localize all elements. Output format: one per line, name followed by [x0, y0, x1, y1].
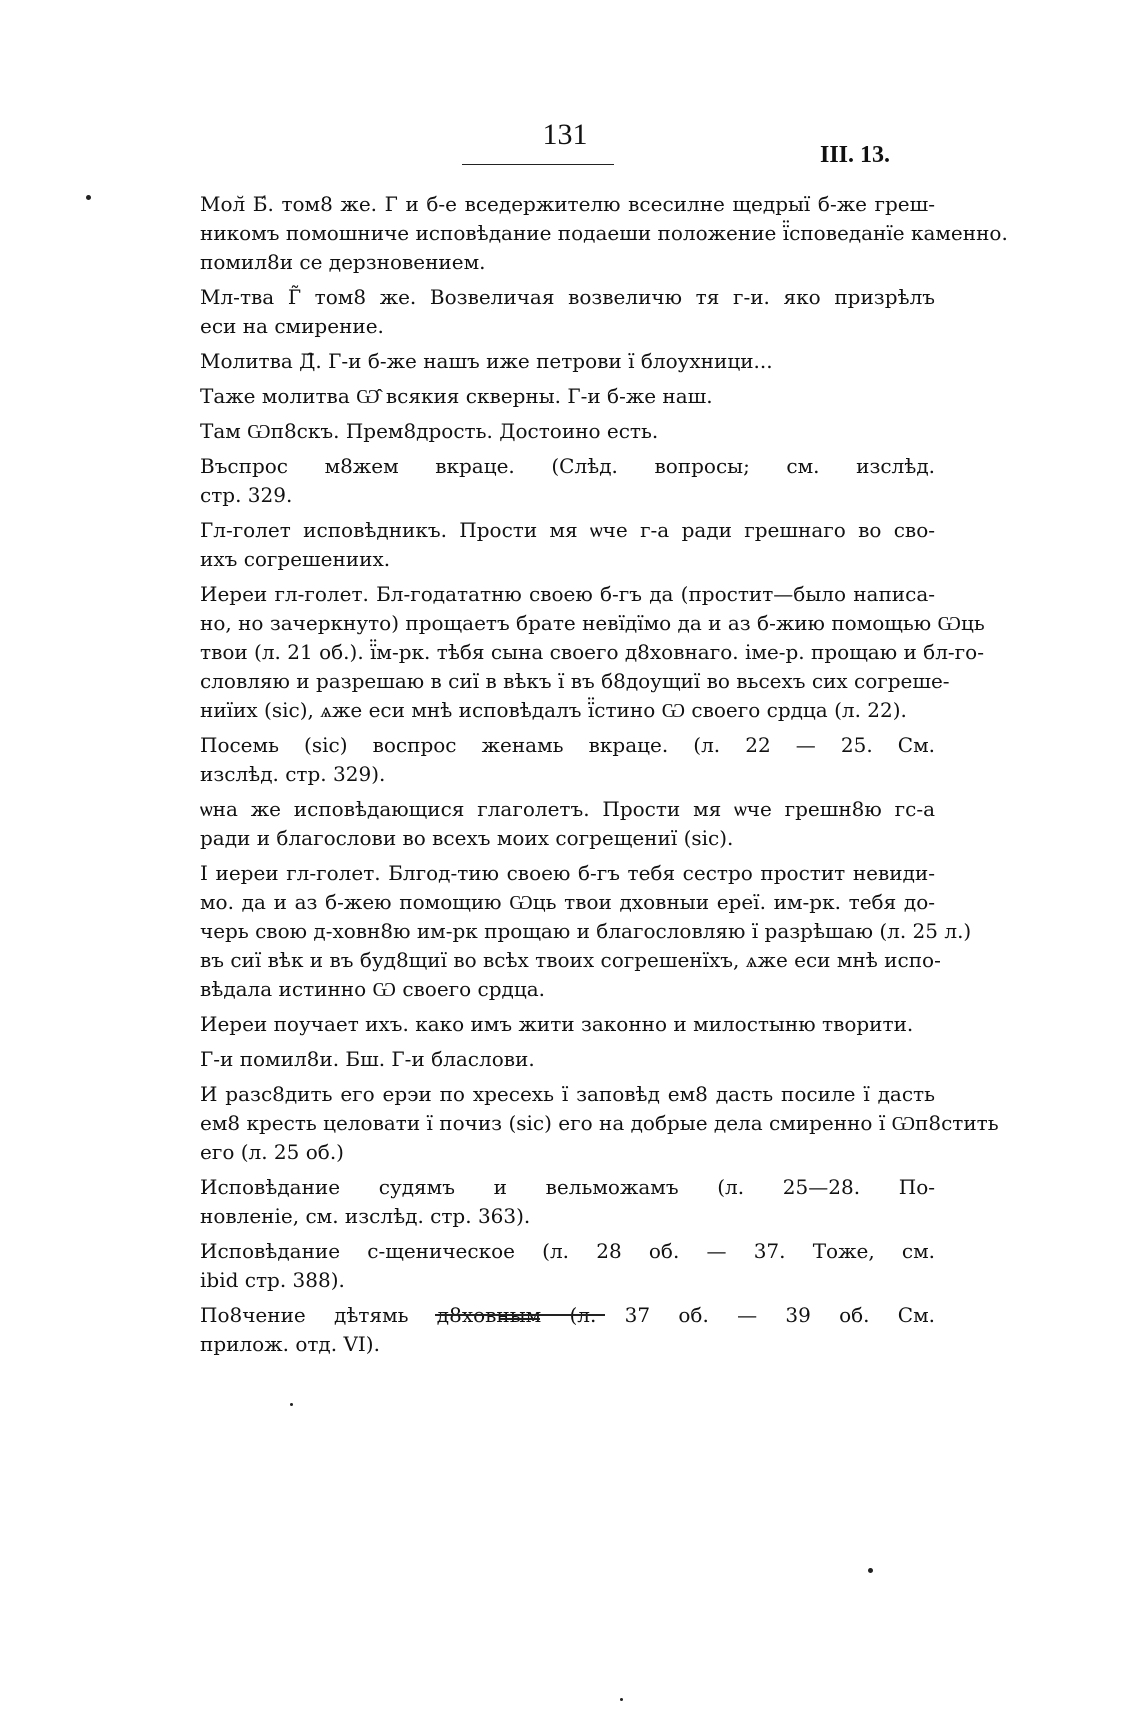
- text-line: Гл-голет исповѣдникъ. Прости мя ѡче г-а ради грешнаго во сво-: [200, 518, 935, 542]
- page-number-rule: [462, 164, 614, 165]
- text-line: въ сиї вѣк и въ буд8щиї во всѣх твоих согрешенїхъ, ѧже еси мнѣ испо-: [200, 948, 941, 972]
- text-line: твои (л. 21 об.). ї̈м-рк. тѣбя сына своего д8ховнаго. іме-р. прощаю и бл-го-: [200, 640, 984, 664]
- speck: [290, 1403, 293, 1406]
- text-line: И разс8дить его ерэи по хресехь ї заповѣд ем8 дасть посиле ї дасть: [200, 1082, 935, 1106]
- text-line: Г-и помил8и. Бш. Г-и бласлови.: [200, 1047, 535, 1071]
- text-line: словляю и разрешаю в сиї в вѣкъ ї въ б8доущиї во вьсехъ сих согреше-: [200, 669, 950, 693]
- paragraph-priest-absolution-woman: [200, 859, 972, 1004]
- text-line: мо. да и аз б-жею помощию Ѡць твои дховныи ереї. им-рк. тебя до-: [200, 890, 935, 914]
- paragraph-judges: [200, 1173, 935, 1231]
- paragraph-questions-men: [200, 452, 935, 510]
- end-rule: [435, 1314, 605, 1316]
- paragraph-woman-speaks: [200, 795, 935, 853]
- paragraph-kyrie: [200, 1045, 935, 1074]
- paragraph-priest-teaches: [200, 1010, 935, 1039]
- text-line: изслѣд. стр. 329).: [200, 762, 386, 786]
- text-line: помил8и се дерзновением.: [200, 250, 486, 274]
- text-line: ibid стр. 388).: [200, 1268, 345, 1292]
- text-line: Мол̆ Б́. том8 же. Г и б-е вседержителю всесилне щедрыї б-же греш-: [200, 192, 935, 216]
- text-line: І иереи гл-голет. Блгод-тию своею б-гъ тебя сестро простит невиди-: [200, 861, 935, 885]
- text-line: прилож. отд. VI).: [200, 1332, 380, 1356]
- text-line: черь свою д-ховн8ю им-рк прощаю и благословляю ї разрѣшаю (л. 25 л.): [200, 919, 972, 943]
- text-line: Иереи гл-голет. Бл-годататню своею б-гъ да (простит—было написа-: [200, 582, 935, 606]
- text-line: ѡна же исповѣдающися глаголетъ. Прости мя ѡче грешн8ю гс-а: [200, 797, 935, 821]
- text-line: Посемь (sic) воспрос женамь вкраце. (л. 22 — 25. См.: [200, 733, 935, 757]
- text-line: Молитва Д̑. Г-и б-же нашъ иже петрови ї блоухници...: [200, 349, 773, 373]
- text-line: никомъ помошниче исповѣдание подаеши положение ї̈споведанїе каменно.: [200, 221, 1008, 245]
- text-line: По8чение дѣтямь д8ховным (л. 37 об. — 39 об. См.: [200, 1303, 935, 1327]
- paragraph-prayer-defilement: [200, 382, 935, 411]
- text-line: ниїих (sic), ѧже еси мнѣ исповѣдалъ ї̈стино Ѡ своего срдца (л. 22).: [200, 698, 907, 722]
- text-line: его (л. 25 об.): [200, 1140, 344, 1164]
- paragraph-questions-women: [200, 731, 935, 789]
- text-line: Мл-тва Г̃ том8 же. Возвеличая возвеличю тя г-и. яко призрѣлъ: [200, 285, 935, 309]
- text-line: Въспрос м8жем вкраце. (Слѣд. вопросы; см. изслѣд.: [200, 454, 935, 478]
- speck: [620, 1698, 623, 1701]
- body-text: [200, 190, 1008, 1365]
- text-line: стр. 329.: [200, 483, 293, 507]
- text-line: новленіе, см. изслѣд. стр. 363).: [200, 1204, 531, 1228]
- text-line: Таже молитва Ѡ̂ всякия скверны. Г-и б-же наш.: [200, 384, 713, 408]
- text-line: но, но зачеркнуто) прощаетъ брате невїдїмо да и аз б-жию помощью Ѡць: [200, 611, 985, 635]
- paragraph-clergy: [200, 1237, 935, 1295]
- section-code: III. 13.: [820, 142, 891, 168]
- paragraph-priest-absolution: [200, 580, 985, 725]
- text-line: Исповѣдание судямъ и вельможамъ (л. 25—28. По-: [200, 1175, 935, 1199]
- paragraph-prayer-4: [200, 347, 935, 376]
- text-line: еси на смирение.: [200, 314, 384, 338]
- speck: [86, 195, 91, 200]
- text-line: ем8 кресть целовати ї почиз (sic) его на добрые дела смиренно ї Ѡп8стить: [200, 1111, 999, 1135]
- paragraph-instruction: [200, 1301, 935, 1359]
- paragraph-prayer-3: [200, 283, 935, 341]
- paragraph-dismissal: [200, 417, 935, 446]
- text-line: ради и благослови во всехъ моих согрещениї (sic).: [200, 826, 734, 850]
- speck: [868, 1568, 873, 1573]
- paragraph-penitent-speaks: [200, 516, 935, 574]
- paragraph-penance: [200, 1080, 999, 1167]
- text-line: ихъ согрешениих.: [200, 547, 391, 571]
- paragraph-prayer-2: [200, 190, 1008, 277]
- end-rule-accent: [500, 1318, 540, 1320]
- page-number: 131: [542, 118, 588, 151]
- text-line: Иереи поучает ихъ. како имъ жити законно и милостыню творити.: [200, 1012, 914, 1036]
- text-line: Исповѣдание с-щеническое (л. 28 об. — 37. Тоже, см.: [200, 1239, 935, 1263]
- text-line: Там Ѡп8скъ. Прем8дрость. Достоино есть.: [200, 419, 659, 443]
- text-line: вѣдала истинно Ѡ своего срдца.: [200, 977, 546, 1001]
